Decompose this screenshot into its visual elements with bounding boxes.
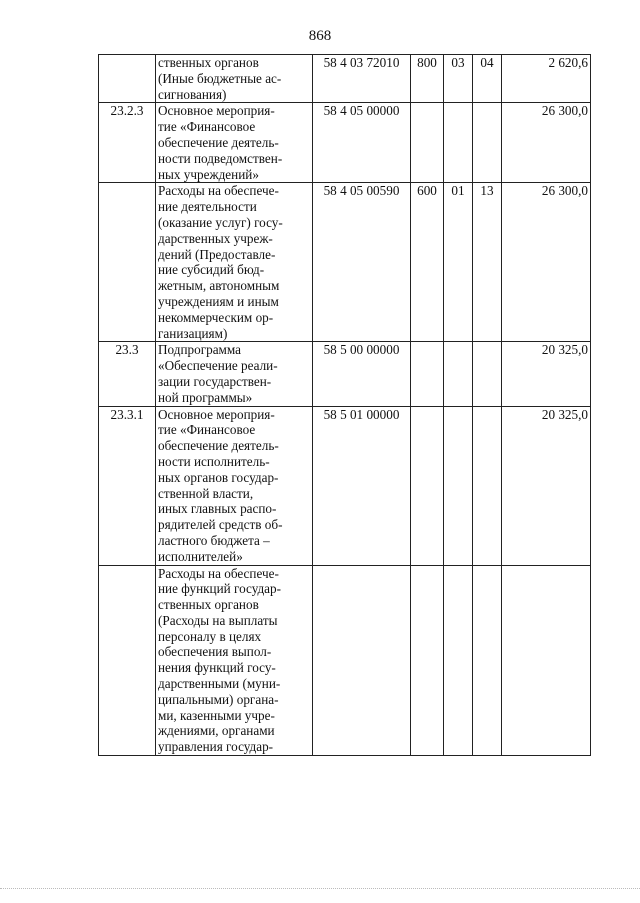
row-name-cell (156, 406, 313, 565)
name-line: (Расходы на выплаты (158, 612, 278, 628)
amount-cell: 26 300,0 (502, 183, 591, 342)
name-line: обеспечение деятель- (158, 438, 279, 454)
name-line: ганизациям) (158, 325, 228, 341)
name-line: обеспечение деятель- (158, 134, 279, 150)
amount-cell (502, 565, 591, 756)
expense-type-cell (411, 103, 444, 183)
target-article-cell: 58 5 01 00000 (313, 406, 411, 565)
row-name-cell (156, 103, 313, 183)
name-line: обеспечения выпол- (158, 644, 272, 660)
name-line: ластного бюджета – (158, 532, 270, 548)
name-line: иных главных распо- (158, 501, 277, 517)
name-line: некоммерческим ор- (158, 309, 274, 325)
target-article-cell: 58 4 05 00000 (313, 103, 411, 183)
name-line: тие «Финансовое (158, 119, 256, 135)
row-number-cell (99, 183, 156, 342)
table-row (99, 565, 591, 756)
name-line: «Обеспечение реали- (158, 358, 278, 374)
expense-type-cell: 600 (411, 183, 444, 342)
name-line: дарственных учреж- (158, 230, 273, 246)
name-line: (оказание услуг) госу- (158, 214, 283, 230)
target-article-cell: 58 5 00 00000 (313, 342, 411, 406)
section-cell (444, 565, 473, 756)
name-line: ных органов государ- (158, 469, 279, 485)
name-line: зации государствен- (158, 373, 272, 389)
name-line: персоналу в целях (158, 628, 262, 644)
name-line: ственных органов (158, 597, 259, 613)
subsection-cell: 13 (473, 183, 502, 342)
name-line: жетным, автономным (158, 278, 280, 294)
section-cell: 03 (444, 55, 473, 103)
scan-artifact-line (0, 888, 640, 895)
name-line: дарственными (муни- (158, 676, 281, 692)
subsection-cell (473, 406, 502, 565)
name-line: ждениями, органами (158, 723, 275, 739)
name-line: ми, казенными учре- (158, 707, 275, 723)
name-line: ципальными) органа- (158, 691, 279, 707)
table-row (99, 406, 591, 565)
row-name-cell (156, 55, 313, 103)
section-cell (444, 103, 473, 183)
target-article-cell: 58 4 03 72010 (313, 55, 411, 103)
amount-cell: 20 325,0 (502, 406, 591, 565)
table-row (99, 183, 591, 342)
expense-type-cell (411, 406, 444, 565)
row-name-cell (156, 183, 313, 342)
name-line: ной программы» (158, 389, 253, 405)
name-line: дений (Предоставле- (158, 246, 276, 262)
name-line: управления государ- (158, 739, 274, 755)
table-row (99, 103, 591, 183)
subsection-cell: 04 (473, 55, 502, 103)
name-line: ственной власти, (158, 485, 254, 501)
target-article-cell (313, 565, 411, 756)
section-cell: 01 (444, 183, 473, 342)
name-line: ственных органов (158, 55, 259, 70)
amount-cell: 2 620,6 (502, 55, 591, 103)
budget-table-body (99, 55, 591, 756)
table-row (99, 55, 591, 103)
name-line: сигнования) (158, 86, 227, 102)
name-line: тие «Финансовое (158, 422, 256, 438)
name-line: Основное мероприя- (158, 406, 275, 422)
subsection-cell (473, 565, 502, 756)
amount-cell: 20 325,0 (502, 342, 591, 406)
name-line: нения функций госу- (158, 660, 276, 676)
expense-type-cell (411, 342, 444, 406)
name-line: ных учреждений» (158, 166, 259, 182)
target-article-cell: 58 4 05 00590 (313, 183, 411, 342)
budget-table (98, 54, 591, 756)
name-line: ности исполнитель- (158, 453, 270, 469)
amount-cell: 26 300,0 (502, 103, 591, 183)
name-line: ние деятельности (158, 199, 257, 215)
row-number-cell: 23.2.3 (99, 103, 156, 183)
name-line: ние субсидий бюд- (158, 262, 265, 278)
name-line: рядителей средств об- (158, 517, 283, 533)
name-line: (Иные бюджетные ас- (158, 70, 282, 86)
expense-type-cell (411, 565, 444, 756)
row-name-cell (156, 342, 313, 406)
table-row (99, 342, 591, 406)
name-line: Подпрограмма (158, 342, 242, 358)
row-name-cell (156, 565, 313, 756)
row-number-cell (99, 565, 156, 756)
expense-type-cell: 800 (411, 55, 444, 103)
page-number: 868 (308, 28, 332, 44)
name-line: Расходы на обеспече- (158, 183, 279, 199)
row-number-cell: 23.3 (99, 342, 156, 406)
name-line: учреждениям и иным (158, 293, 279, 309)
name-line: Расходы на обеспече- (158, 565, 279, 581)
section-cell (444, 406, 473, 565)
name-line: исполнителей» (158, 548, 243, 564)
name-line: Основное мероприя- (158, 103, 275, 119)
name-line: ности подведомствен- (158, 150, 283, 166)
name-line: ние функций государ- (158, 581, 282, 597)
subsection-cell (473, 342, 502, 406)
subsection-cell (473, 103, 502, 183)
row-number-cell: 23.3.1 (99, 406, 156, 565)
section-cell (444, 342, 473, 406)
row-number-cell (99, 55, 156, 103)
